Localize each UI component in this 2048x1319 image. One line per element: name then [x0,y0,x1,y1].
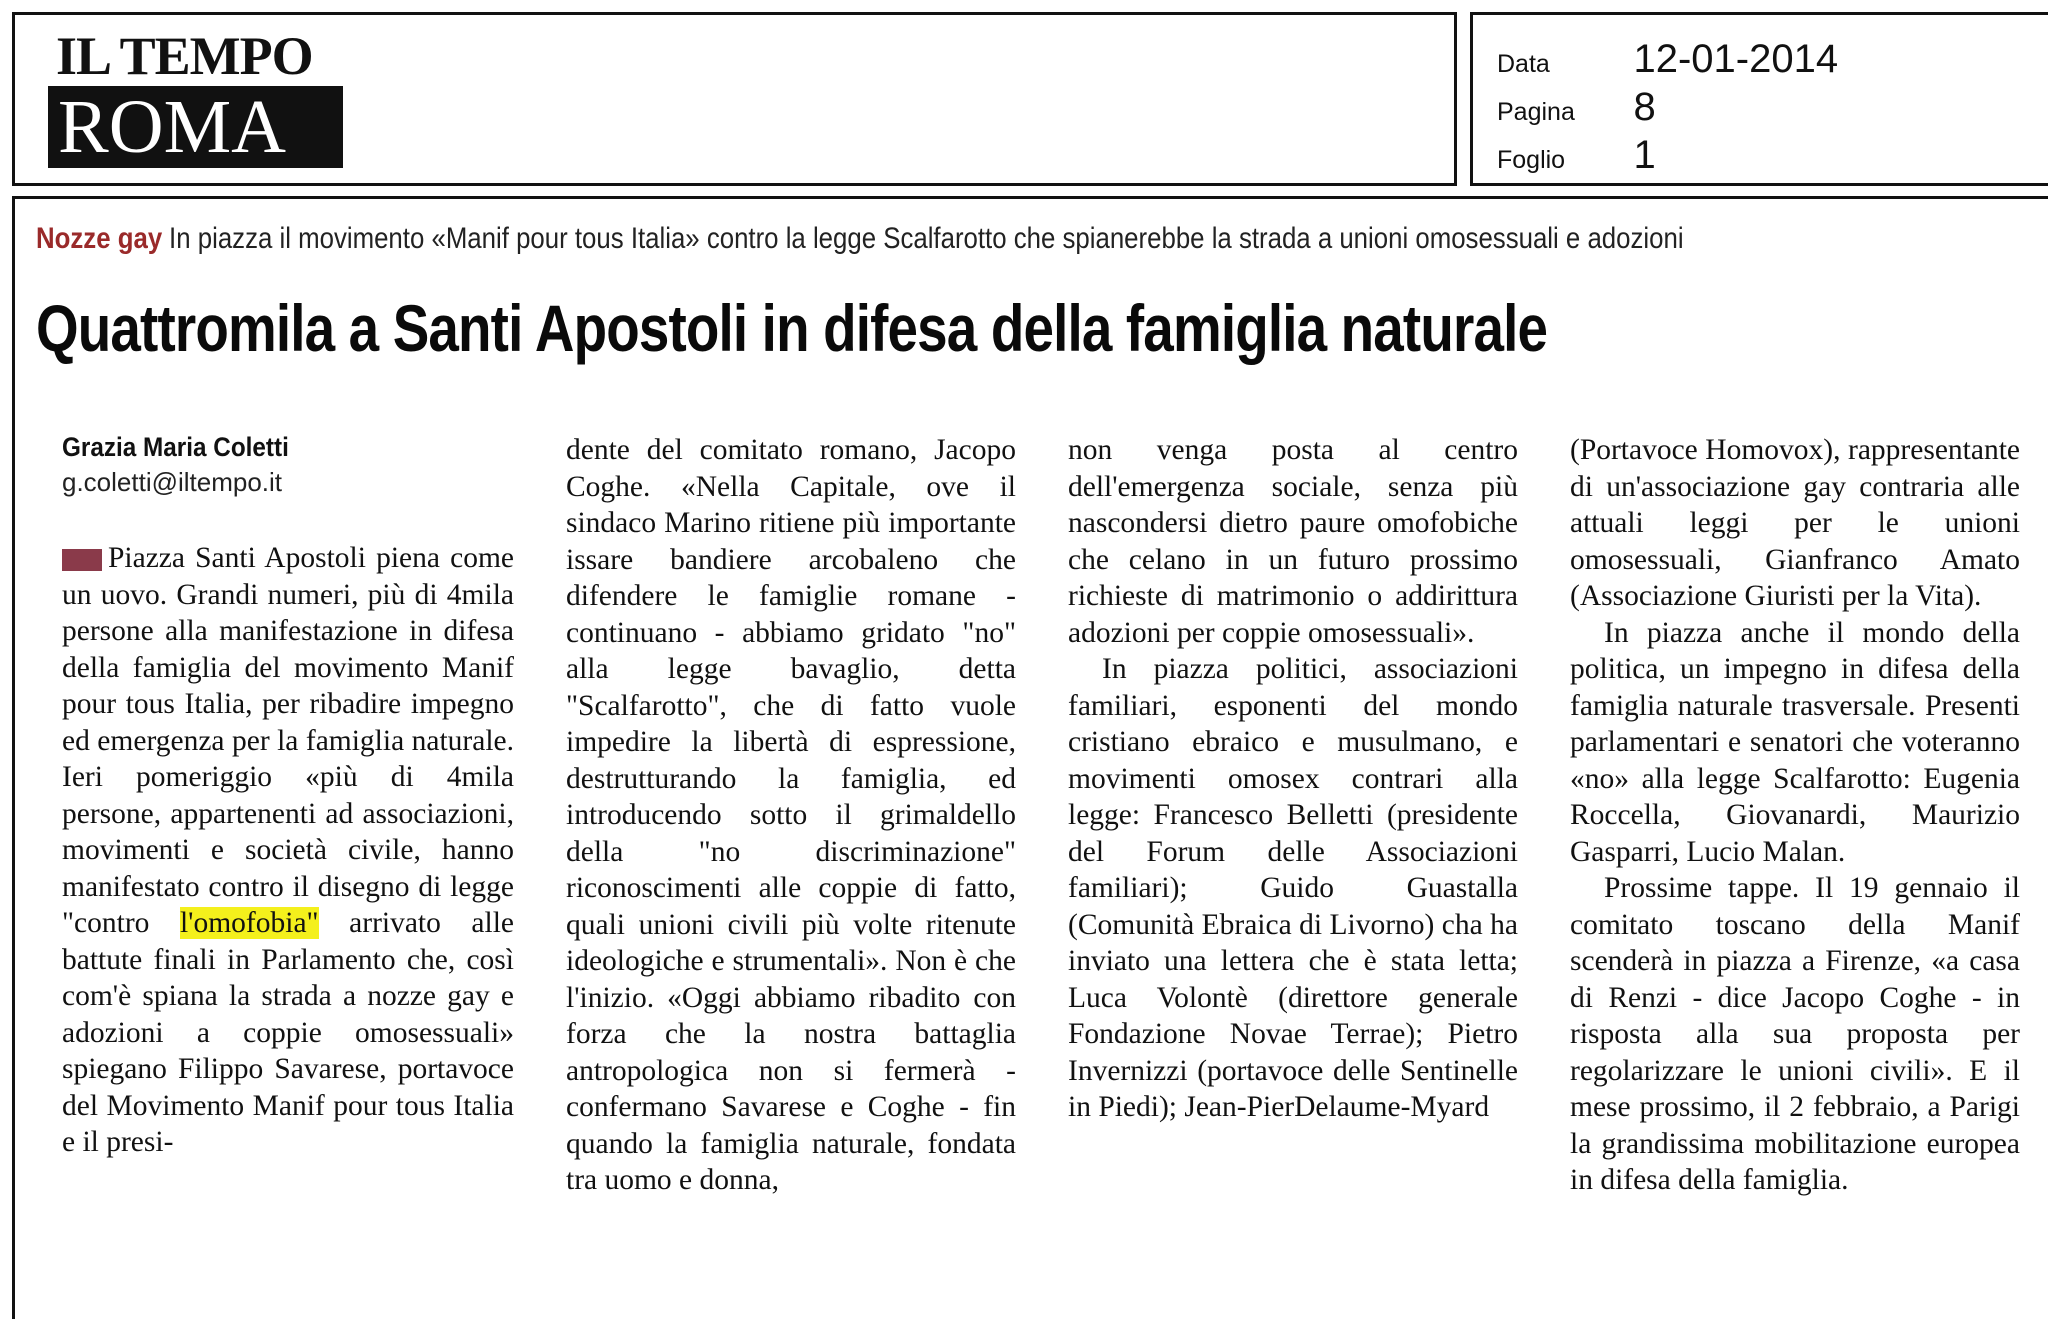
article-column-4 [1570,432,2020,1199]
article-column-2 [566,432,1016,1199]
author-email: g.coletti@iltempo.it [62,467,283,497]
meta-data-row [1497,37,1838,82]
lead-marker-icon [62,549,102,571]
col1-text-after: arrivato alle battute finali in Parlamento che, così com'è spiana la strada a nozze gay e adozioni a coppie omosessuali» spiegano Filippo Savarese, portavoce del Movimento Manif pour tous Italia e il presi- [62,907,515,1158]
kicker-text: In piazza il movimento «Manif pour tous Italia» contro la legge Scalfarotto che spianerebbe la strada a unioni omosessuali e adozioni [169,222,1684,255]
meta-pagina-label: Pagina [1497,98,1575,126]
column-4-paragraph-1: (Portavoce Homovox), rappresentante di un'associazione gay contraria alle attuali leggi per le unioni omosessuali, Gianfranco Amato (Associazione Giuristi per la Vita). [1570,434,2020,612]
column-3-paragraph-1: non venga posta al centro dell'emergenza sociale, senza più nascondersi dietro paure omofobiche che celano in un futuro prossimo richieste di matrimonio o addirittura adozioni per coppie omosessuali». [1068,434,1518,649]
newspaper-logo [48,28,343,172]
meta-foglio-value: 1 [1633,133,1656,177]
article-column-1 [62,540,514,1161]
article-kicker [36,222,1684,256]
article-column-3 [1068,432,1518,1126]
meta-pagina-row [1497,85,1656,130]
meta-pagina-value: 8 [1633,85,1656,129]
kicker-tag: Nozze gay [36,222,163,255]
col1-text-before: Piazza Santi Apostoli piena come un uovo. Grandi numeri, più di 4mila persone alla manifestazione in difesa della famiglia del movimento Manif pour tous Italia, per ribadire impegno ed emergenza per la famiglia naturale. Ieri pomeriggio «più di 4mila persone, appartenenti ad associazioni, movimenti e società civile, hanno manifestato contro il disegno di legge "contro [62,542,514,939]
logo-il-tempo: IL TEMPO [56,26,313,86]
column-1-paragraph [62,540,514,1161]
article-byline [62,432,314,498]
column-4-paragraph-3: Prossime tappe. Il 19 gennaio il comitato toscano della Manif scenderà in piazza a Firenze, «a casa di Renzi - dice Jacopo Coghe - in risposta alla sua proposta per regolarizzare le unioni civili». E il mese prossimo, il 2 febbraio, a Parigi la grandissima mobilitazione europea in difesa della famiglia. [1570,872,2020,1196]
meta-foglio-row [1497,133,1656,178]
author-name: Grazia Maria Coletti [62,432,289,462]
column-2-paragraph: dente del comitato romano, Jacopo Coghe. «Nella Capitale, ove il sindaco Marino ritiene più importante issare bandiere arcobaleno che difendere le famiglie romane - continuano - abbiamo gridato "no" alla legge bavaglio, detta "Scalfarotto", che di fatto vuole impedire la libertà di espressione, destrutturando la famiglia, ed introducendo sotto il grimaldello della "no discriminazione" riconoscimenti alle coppie di fatto, quali unioni civili più volte ritenute ideologiche e strumentali». Non è che l'inizio. «Oggi abbiamo ribadito con forza che la nostra battaglia antropologica non si fermerà - confermano Savarese e Coghe - fin quando la famiglia naturale, fondata tra uomo e donna, [566,434,1016,1196]
meta-data-value: 12-01-2014 [1633,37,1839,81]
clipping-metadata-box [1470,12,2048,186]
column-3-paragraph-2: In piazza politici, associazioni familiari, esponenti del mondo cristiano ebraico e musulmano, e movimenti omosex contrari alla legge: Francesco Belletti (presidente del Forum delle Associazioni familiari); Guido Guastalla (Comunità Ebraica di Livorno) cha ha inviato una lettera che è stata letta; Luca Volontè (direttore generale Fondazione Novae Terrae); Pietro Invernizzi (portavoce delle Sentinelle in Piedi); Jean-PierDelaume-Myard [1068,653,1518,1123]
logo-roma: ROMA [48,86,343,168]
column-4-paragraph-2: In piazza anche il mondo della politica, un impegno in difesa della famiglia naturale trasversale. Presenti parlamentari e senatori che voteranno «no» alla legge Scalfarotto: Eugenia Roccella, Giovanardi, Maurizio Gasparri, Lucio Malan. [1570,616,2020,868]
article-headline: Quattromila a Santi Apostoli in difesa della famiglia naturale [36,291,1548,365]
highlighted-text: l'omofobia" [179,907,319,939]
meta-data-label: Data [1497,50,1550,78]
meta-foglio-label: Foglio [1497,146,1566,174]
